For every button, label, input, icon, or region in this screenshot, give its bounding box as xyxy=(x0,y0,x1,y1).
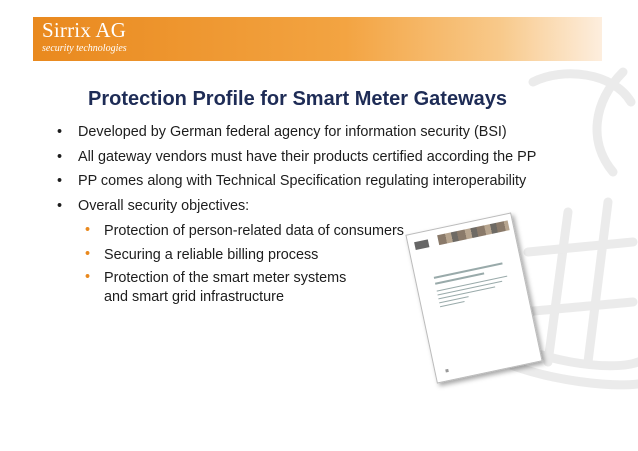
bullet-icon: • xyxy=(57,124,63,140)
bullet-icon: • xyxy=(57,173,63,189)
page-title: Protection Profile for Smart Meter Gateways xyxy=(88,88,508,110)
bullet-icon: • xyxy=(57,149,63,165)
doc-logo xyxy=(414,239,429,250)
list-item-text: Developed by German federal agency for information security (BSI) xyxy=(78,124,507,140)
sub-list-item-text: Securing a reliable billing process xyxy=(104,247,319,263)
sub-bullet-icon: • xyxy=(85,269,91,285)
sub-bullet-icon: • xyxy=(85,222,91,238)
logo-name: Sirrix AG xyxy=(42,18,127,42)
logo-tagline: security technologies xyxy=(42,43,127,54)
sub-list-item-text xyxy=(104,269,346,307)
sub-list-item-line: Protection of the smart meter systems xyxy=(104,270,347,286)
sub-list-item-text: Protection of person-related data of consumers xyxy=(104,223,404,239)
list-item-text: Overall security objectives: xyxy=(78,198,250,214)
doc-page-number xyxy=(445,369,449,373)
list-item-text: All gateway vendors must have their products certified according the PP xyxy=(78,149,537,165)
company-logo xyxy=(42,20,127,55)
bullet-icon: • xyxy=(57,198,63,214)
sub-bullet-icon: • xyxy=(85,246,91,262)
doc-photo-strip xyxy=(437,220,510,245)
sub-list-item-line: and smart grid infrastructure xyxy=(104,289,284,305)
list-item-text: PP comes along with Technical Specification regulating interoperability xyxy=(78,173,527,189)
doc-line xyxy=(437,276,508,292)
